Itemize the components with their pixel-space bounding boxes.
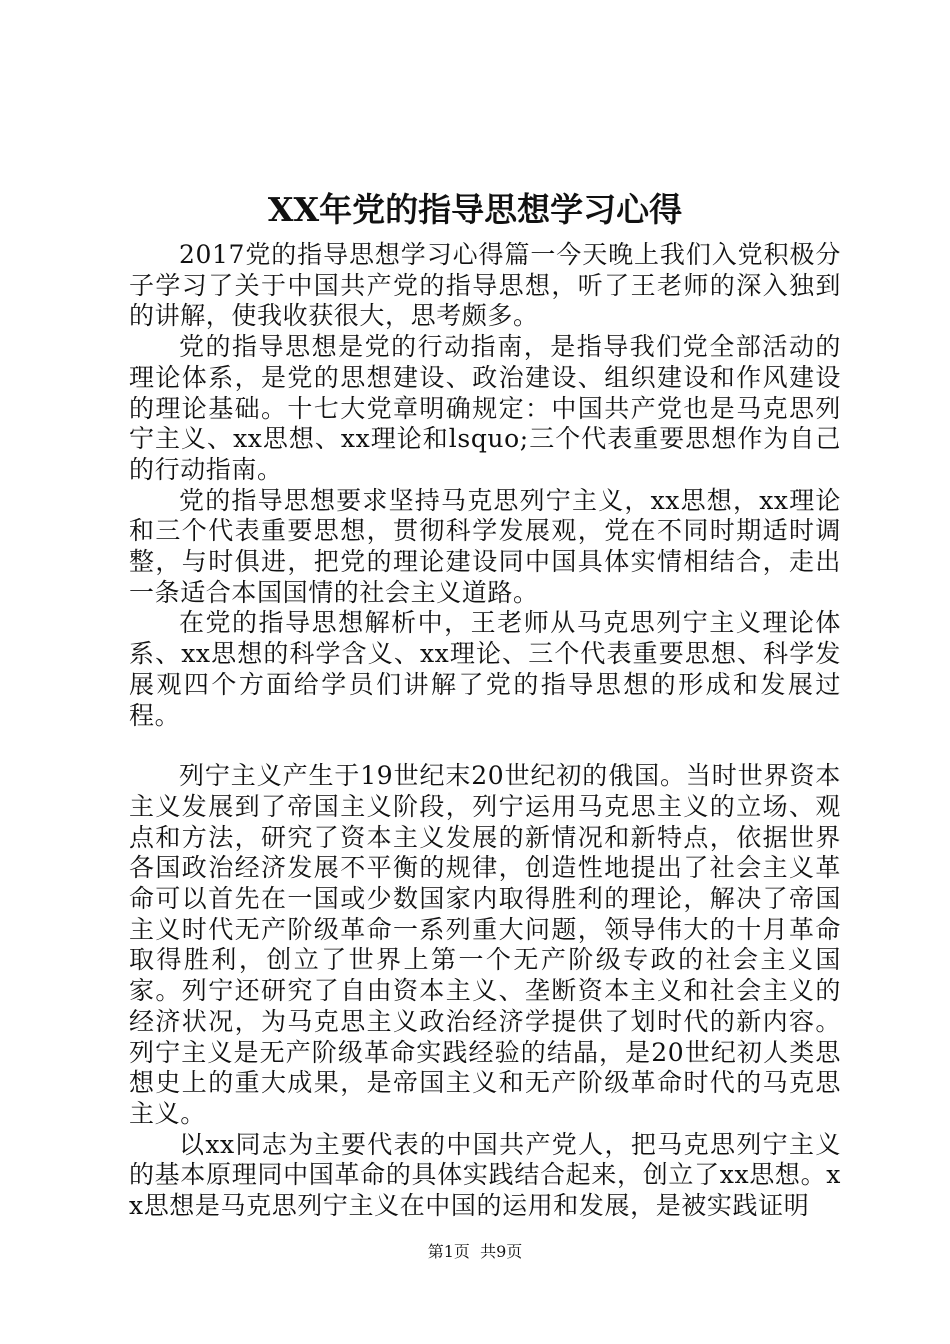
page-footer bbox=[0, 1240, 950, 1264]
page-number: 第1页 bbox=[427, 1242, 470, 1261]
paragraph-3: 党的指导思想要求坚持马克思列宁主义，xx思想，xx理论和三个代表重要思想，贯彻科学发展观，党在不同时期适时调整，与时俱进，把党的理论建设同中国具体实情相结合，走出一条适合本国国情的社会主义道路。 bbox=[129, 485, 841, 607]
page-total: 共9页 bbox=[480, 1242, 523, 1261]
paragraph-4: 在党的指导思想解析中，王老师从马克思列宁主义理论体系、xx思想的科学含义、xx理论、三个代表重要思想、科学发展观四个方面给学员们讲解了党的指导思想的形成和发展过程。 bbox=[129, 608, 841, 730]
paragraph-6: 以xx同志为主要代表的中国共产党人，把马克思列宁主义的基本原理同中国革命的具体实践结合起来，创立了xx思想。xx思想是马克思列宁主义在中国的运用和发展，是被实践证明 bbox=[129, 1129, 841, 1221]
paragraph-5: 列宁主义产生于19世纪末20世纪初的俄国。当时世界资本主义发展到了帝国主义阶段，列宁运用马克思主义的立场、观点和方法，研究了资本主义发展的新情况和新特点，依据世界各国政治经济发展不平衡的规律，创造性地提出了社会主义革命可以首先在一国或少数国家内取得胜利的理论，解决了帝国主义时代无产阶级革命一系列重大问题，领导伟大的十月革命取得胜利，创立了世界上第一个无产阶级专政的社会主义国家。列宁还研究了自由资本主义、垄断资本主义和社会主义的经济状况，为马克思主义政治经济学提供了划时代的新内容。列宁主义是无产阶级革命实践经验的结晶，是20世纪初人类思想史上的重大成果，是帝国主义和无产阶级革命时代的马克思主义。 bbox=[129, 761, 841, 1128]
footer-separator bbox=[470, 1242, 480, 1261]
document-body bbox=[129, 240, 841, 1222]
document-title: XX年党的指导思想学习心得 bbox=[267, 190, 683, 229]
paragraph-1: 2017党的指导思想学习心得篇一今天晚上我们入党积极分子学习了关于中国共产党的指导思想，听了王老师的深入独到的讲解，使我收获很大，思考颇多。 bbox=[129, 240, 841, 331]
paragraph-2: 党的指导思想是党的行动指南，是指导我们党全部活动的理论体系，是党的思想建设、政治建设、组织建设和作风建设的理论基础。十七大党章明确规定：中国共产党也是马克思列宁主义、xx思想、xx理论和lsquo;三个代表重要思想作为自己的行动指南。 bbox=[129, 332, 841, 484]
